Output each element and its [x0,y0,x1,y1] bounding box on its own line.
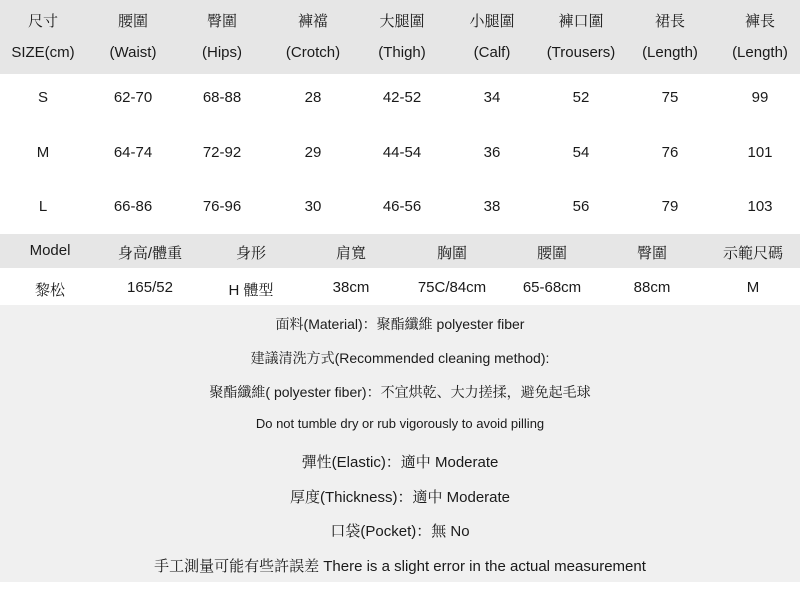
header-hips-en: (Hips) [202,44,242,61]
size-cell: 36 [483,144,501,161]
model-value: 165/52 [127,279,173,296]
header-calf-en: (Calf) [473,44,511,61]
model-value: H 體型 [228,282,274,299]
size-cell: 75 [661,89,679,106]
size-cell: 76 [661,144,679,161]
header-waist-zh: 腰圍 [117,13,149,30]
material-line: 面料(Material)：聚酯纖維 polyester fiber [275,316,525,332]
size-cell: 38 [483,198,501,215]
model-value: M [746,279,760,296]
size-cell: 56 [572,198,590,215]
size-cell: 64-74 [113,144,153,161]
model-value: 75C/84cm [417,279,487,296]
size-cell: 79 [661,198,679,215]
measurement-note: 手工測量可能有些許誤差 There is a slight error in the actual measurement [154,558,646,575]
size-cell: 28 [304,89,322,106]
pocket-line: 口袋(Pocket)：無 No [330,523,470,540]
model-header: 臀圍 [636,245,668,262]
model-value: 黎松 [34,282,66,299]
header-waist-en: (Waist) [109,44,157,61]
header-hips-zh: 臀圍 [206,13,238,30]
header-trousers-en: (Trousers) [546,44,616,61]
model-header: 腰圍 [536,245,568,262]
model-value: 65-68cm [522,279,582,296]
size-cell: L [38,198,48,215]
size-cell: 30 [304,198,322,215]
header-size-en: SIZE(cm) [11,44,75,61]
size-cell: 46-56 [382,198,422,215]
header-thigh-zh: 大腿圍 [379,13,425,30]
model-header: 身形 [235,245,267,262]
size-cell: 42-52 [382,89,422,106]
size-cell: 99 [751,89,769,106]
size-cell: 68-88 [202,89,242,106]
header-pants-length-en: (Length) [732,44,788,61]
cleaning-title: 建議清洗方式(Recommended cleaning method): [250,350,550,366]
model-header: 身高/體重 [117,245,183,262]
model-header: 肩寬 [335,245,367,262]
header-skirt-length-zh: 裙長 [654,13,686,30]
header-trousers-zh: 褲口圍 [558,13,604,30]
size-cell: S [37,89,49,106]
size-cell: 72-92 [202,144,242,161]
size-cell: 62-70 [113,89,153,106]
size-cell: 52 [572,89,590,106]
header-calf-zh: 小腿圍 [469,13,515,30]
size-cell: 103 [747,198,773,215]
size-cell: 54 [572,144,590,161]
model-header: 胸圍 [436,245,468,262]
header-skirt-length-en: (Length) [642,44,698,61]
size-cell: M [36,144,50,161]
cleaning-zh: 聚酯纖維( polyester fiber)：不宜烘乾、大力搓揉，避免起毛球 [209,384,591,400]
elastic-line: 彈性(Elastic)：適中 Moderate [301,454,499,471]
cleaning-en: Do not tumble dry or rub vigorously to avoid pilling [255,416,545,431]
header-size-zh: 尺寸 [27,13,59,30]
header-pants-length-zh: 褲長 [744,13,776,30]
header-crotch-zh: 褲襠 [297,13,329,30]
header-crotch-en: (Crotch) [285,44,341,61]
thickness-line: 厚度(Thickness)：適中 Moderate [289,489,511,506]
model-header: 示範尺碼 [722,245,784,262]
model-value: 88cm [633,279,671,296]
size-cell: 29 [304,144,322,161]
header-thigh-en: (Thigh) [378,44,426,61]
size-cell: 34 [483,89,501,106]
model-header: Model [29,242,71,259]
size-cell: 101 [747,144,773,161]
size-cell: 44-54 [382,144,422,161]
size-cell: 76-96 [202,198,242,215]
model-value: 38cm [332,279,370,296]
size-cell: 66-86 [113,198,153,215]
